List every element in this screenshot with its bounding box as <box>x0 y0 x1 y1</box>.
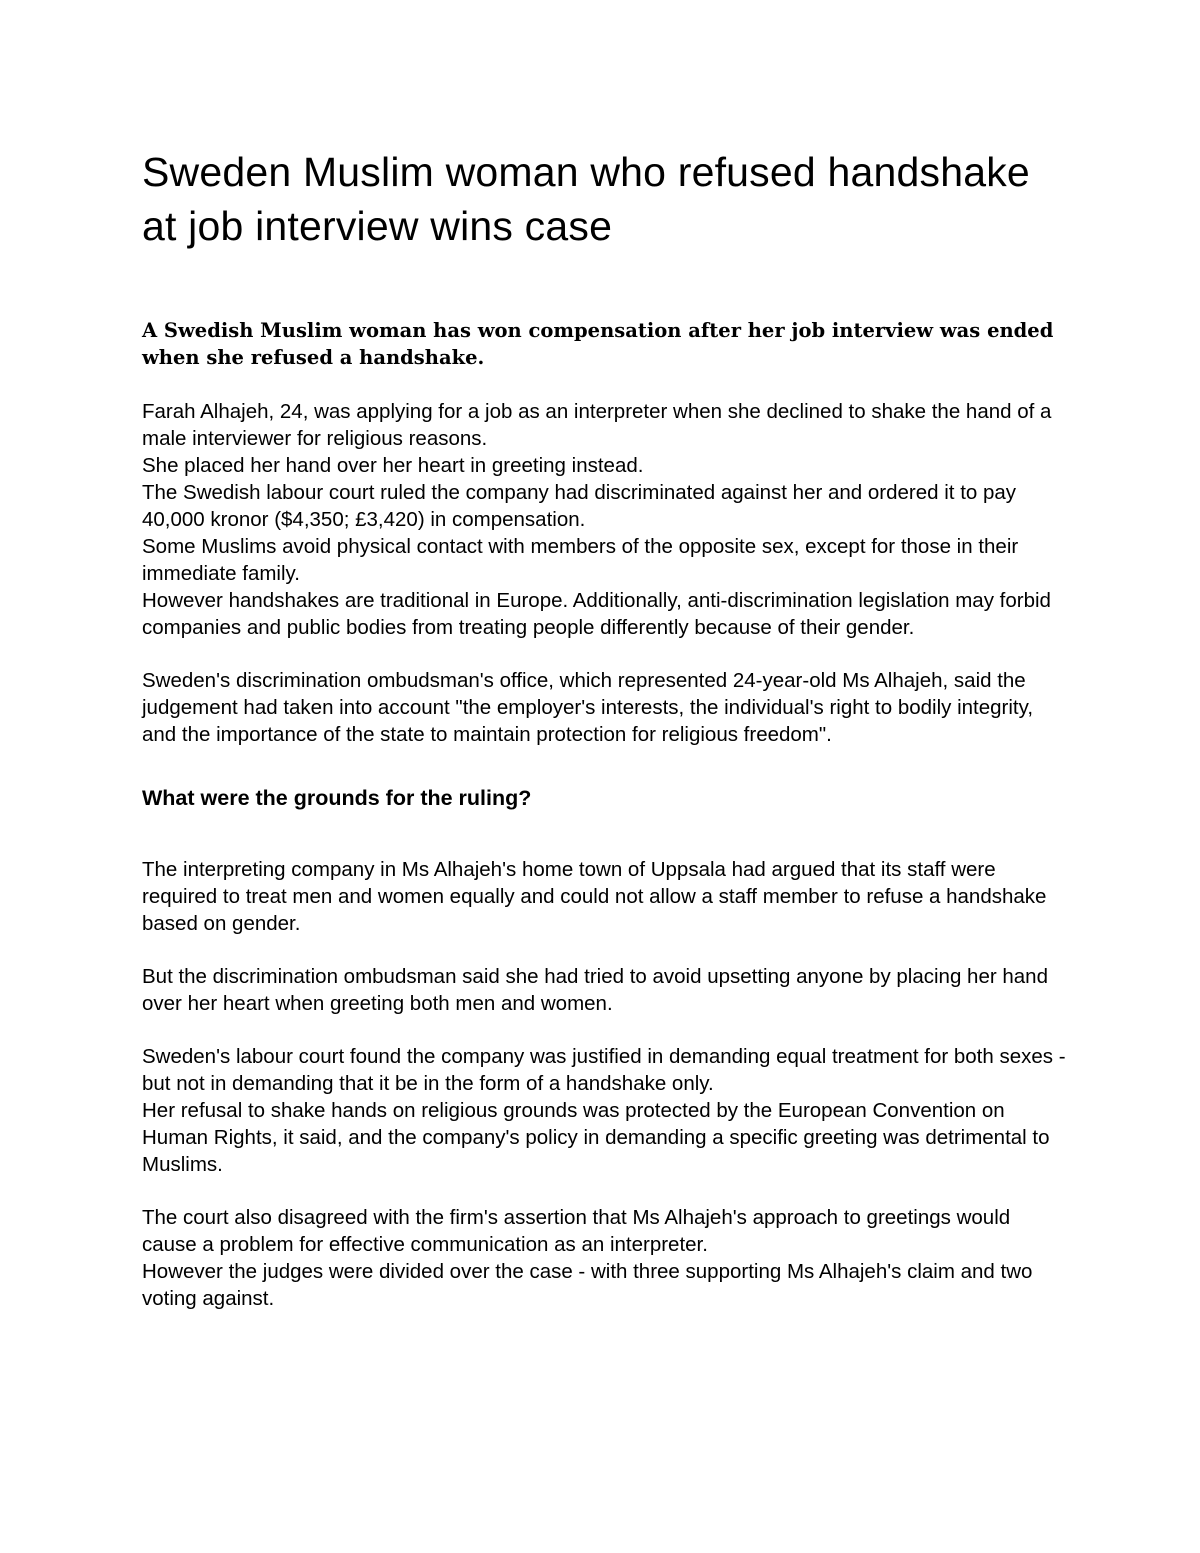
paragraph: However the judges were divided over the case - with three supporting Ms Alhajeh's claim and two voting against. <box>142 1260 1033 1310</box>
paragraph: Some Muslims avoid physical contact with members of the opposite sex, except for those in their immediate family. <box>142 535 1019 585</box>
paragraph: The interpreting company in Ms Alhajeh's home town of Uppsala had argued that its staff were required to treat men and women equally and could not allow a staff member to refuse a handshake based on gender. <box>142 858 1047 935</box>
paragraph: Farah Alhajeh, 24, was applying for a job as an interpreter when she declined to shake the hand of a male interviewer for religious reasons. <box>142 400 1052 450</box>
paragraph-group-1 <box>142 398 1067 641</box>
article-body <box>142 145 1067 1312</box>
paragraph-group-5 <box>142 1043 1067 1178</box>
article-title: Sweden Muslim woman who refused handshake at job interview wins case <box>142 149 1030 249</box>
paragraph: Her refusal to shake hands on religious grounds was protected by the European Convention on Human Rights, it said, and the company's policy in demanding a specific greeting was detrimental to Muslims. <box>142 1099 1050 1176</box>
paragraph-ombudsman-quote: Sweden's discrimination ombudsman's office, which represented 24-year-old Ms Alhajeh, said the judgement had taken into account "the employer's interests, the individual's right to bodily integrity, and the importance of the state to maintain protection for religious freedom". <box>142 669 1034 746</box>
paragraph: She placed her hand over her heart in greeting instead. <box>142 454 644 477</box>
paragraph: The Swedish labour court ruled the company had discriminated against her and ordered it to pay 40,000 kronor ($4,350; £3,420) in compensation. <box>142 481 1017 531</box>
paragraph: The court also disagreed with the firm's assertion that Ms Alhajeh's approach to greetings would cause a problem for effective communication as an interpreter. <box>142 1206 1011 1256</box>
paragraph-group-6 <box>142 1204 1067 1312</box>
article-lede: A Swedish Muslim woman has won compensation after her job interview was ended when she refused a handshake. <box>142 319 1054 369</box>
paragraph: But the discrimination ombudsman said she had tried to avoid upsetting anyone by placing her hand over her heart when greeting both men and women. <box>142 965 1048 1015</box>
paragraph: However handshakes are traditional in Europe. Additionally, anti-discrimination legislation may forbid companies and public bodies from treating people differently because of their gender. <box>142 589 1051 639</box>
section-heading: What were the grounds for the ruling? <box>142 786 532 810</box>
paragraph: Sweden's labour court found the company was justified in demanding equal treatment for both sexes - but not in demanding that it be in the form of a handshake only. <box>142 1045 1066 1095</box>
